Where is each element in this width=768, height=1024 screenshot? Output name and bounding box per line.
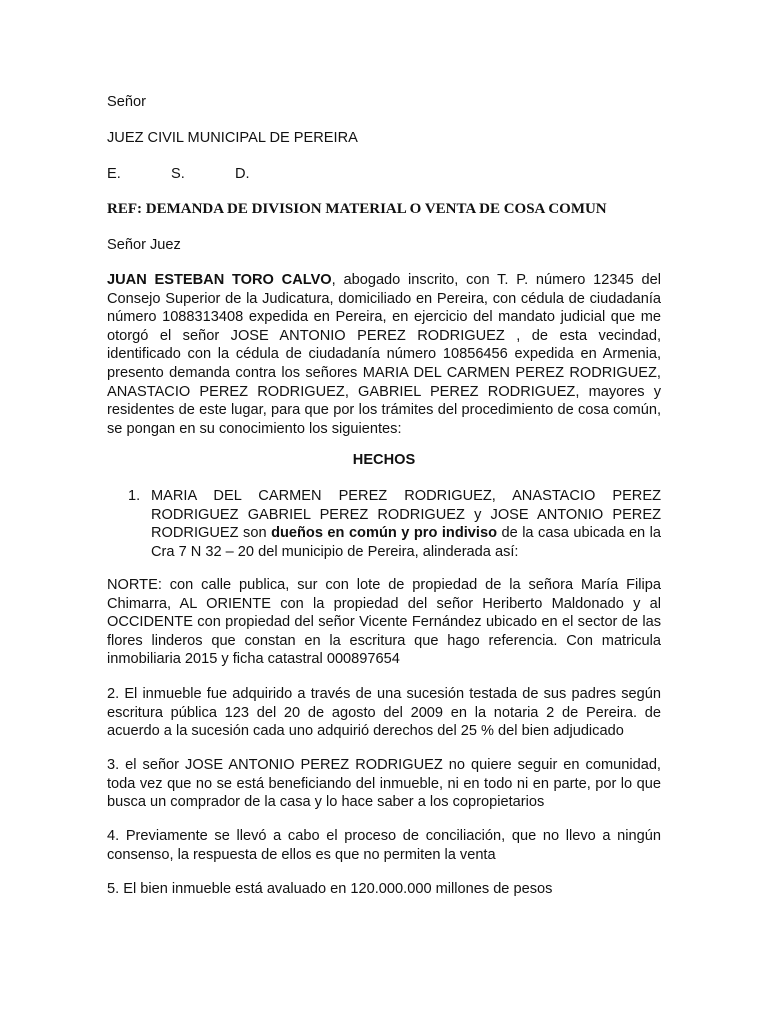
boundaries-paragraph: NORTE: con calle publica, sur con lote de propiedad de la señora María Filipa Chimarra, AL ORIENTE con la propiedad del señor Heriberto Maldonado y al OCCIDENTE con propiedad del señor Vicente Fernández ubicado en el sector de las flores linderos que constan en la escritura que hago referencia. Con matricula inmobiliaria 2015 y ficha catastral 000897654: [107, 577, 661, 668]
recipient: JUEZ CIVIL MUNICIPAL DE PEREIRA: [107, 130, 358, 146]
fact-1-text: MARIA DEL CARMEN PEREZ RODRIGUEZ, ANASTACIO PEREZ RODRIGUEZ GABRIEL PEREZ RODRIGUEZ y JOSE ANTONIO PEREZ RODRIGUEZ son: [151, 488, 661, 542]
fact-3: 3. el señor JOSE ANTONIO PEREZ RODRIGUEZ no quiere seguir en comunidad, toda vez que no se está beneficiando del inmueble, ni en todo ni en parte, por lo que busca un comprador de la casa y lo hace saber a los copropietarios: [107, 757, 661, 811]
esd-line: [107, 165, 250, 183]
fact-2: 2. El inmueble fue adquirido a través de una sucesión testada de sus padres según escritura pública 123 del 20 de agosto del 2009 en la notaria 2 de Pereira. de acuerdo a la sucesión cada uno adquirió derechos del 25 % del bien adjudicado: [107, 686, 661, 740]
facts-heading: HECHOS: [352, 452, 416, 468]
esd-d: D.: [235, 166, 250, 182]
fact-1-number: 1.: [128, 488, 141, 504]
attorney-name: JUAN ESTEBAN TORO CALVO: [107, 272, 332, 288]
fact-1: [151, 487, 661, 561]
fact-1-text-end: de la casa ubicada en la Cra 7 N 32 – 20 del municipio de Pereira, alinderada así:: [151, 525, 662, 560]
fact-1-bold: dueños en común y pro indiviso: [271, 525, 497, 542]
fact-5: 5. El bien inmueble está avaluado en 120.000.000 millones de pesos: [107, 881, 553, 897]
salutation: Señor: [107, 94, 146, 110]
esd-s: S.: [171, 166, 185, 182]
esd-e: E.: [107, 166, 121, 182]
intro-paragraph: [107, 271, 661, 438]
fact-4: 4. Previamente se llevó a cabo el proceso de conciliación, que no llevo a ningún consenso, la respuesta de ellos es que no permiten la venta: [107, 828, 661, 863]
intro-text: , abogado inscrito, con T. P. número 12345 del Consejo Superior de la Judicatura, domiciliado en Pereira, con cédula de ciudadanía número 1088313408 expedida en Pereira, en ejercicio del mandato judicial que me otorgó el señor JOSE ANTONIO PEREZ RODRIGUEZ , de esta vecindad, identificado con la cédula de ciudadanía número 10856456 expedida en Armenia, presento demanda contra los señores MARIA DEL CARMEN PEREZ RODRIGUEZ, ANASTACIO PEREZ RODRIGUEZ, GABRIEL PEREZ RODRIGUEZ, mayores y residentes de este lugar, para que por los trámites del procedimiento de cosa común, se pongan en su conocimiento los siguientes:: [107, 272, 661, 437]
greeting: Señor Juez: [107, 237, 181, 253]
reference-line: REF: DEMANDA DE DIVISION MATERIAL O VENTA DE COSA COMUN: [107, 201, 607, 217]
